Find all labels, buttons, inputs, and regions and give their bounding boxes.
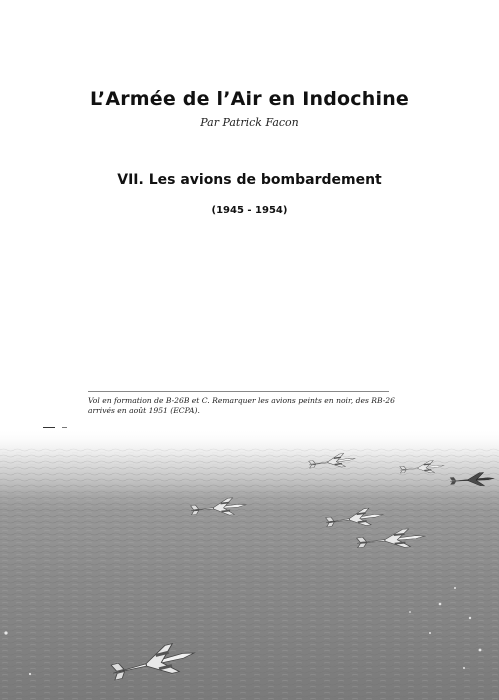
chapter-dates: (1945 - 1954) xyxy=(211,205,288,216)
aerial-formation-photo xyxy=(0,428,499,700)
chapter-heading: VII. Les avions de bombardement xyxy=(117,172,382,188)
caption-line-2: arrivés en août 1951 (ECPA). xyxy=(88,406,200,415)
figure-caption xyxy=(88,396,398,416)
caption-line-1: Vol en formation de B-26B et C. Remarquer les avions peints en noir, des RB-26 xyxy=(88,396,395,405)
caption-divider xyxy=(88,391,389,392)
document-title: L’Armée de l’Air en Indochine xyxy=(89,88,410,110)
author-byline: Par Patrick Facon xyxy=(200,116,299,129)
